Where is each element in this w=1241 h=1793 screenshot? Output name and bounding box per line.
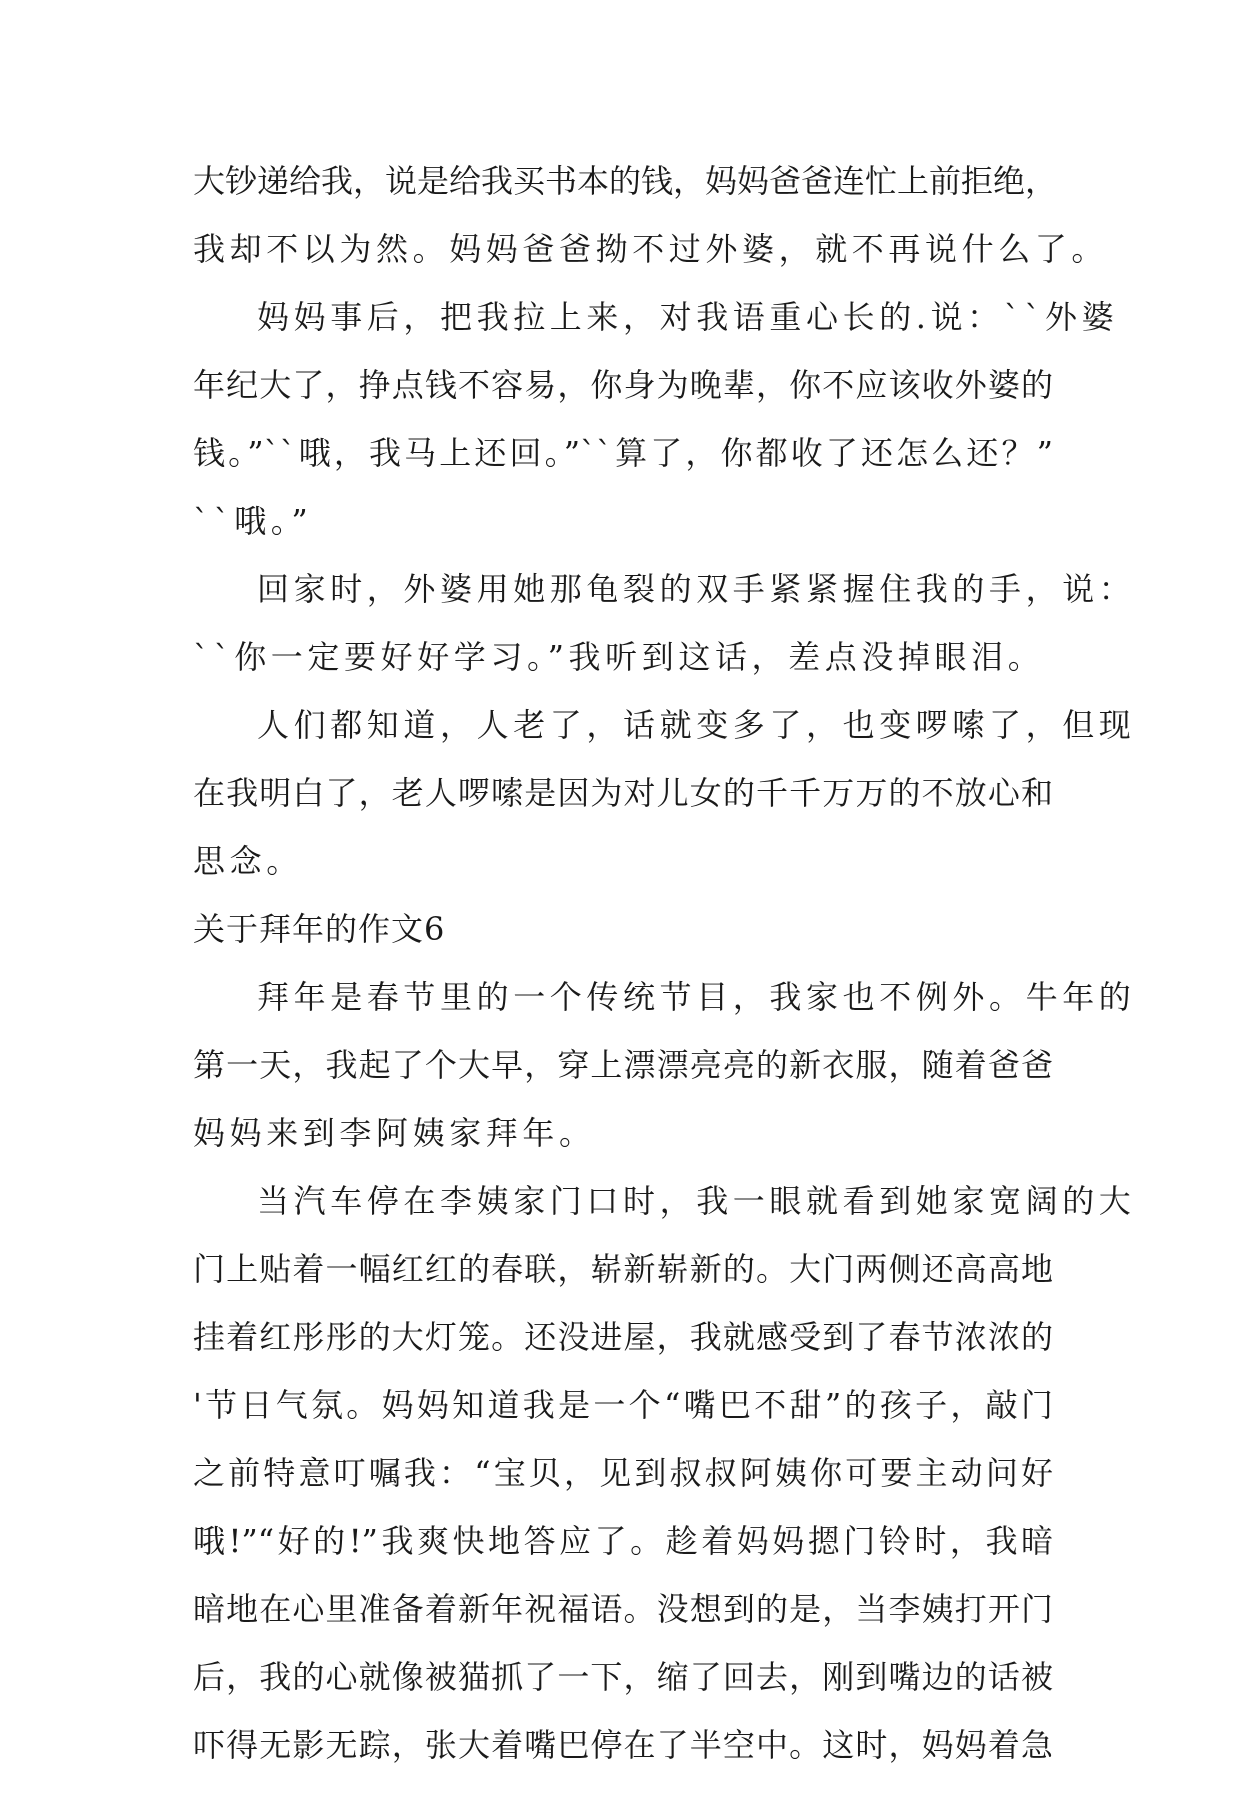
section-title: 关于拜年的作文6 <box>193 910 446 948</box>
paragraph-line: 门上贴着一幅红红的春联，崭新崭新的。大门两侧还高高地 <box>193 1250 1053 1288</box>
paragraph-line: 挂着红彤彤的大灯笼。还没进屋，我就感受到了春节浓浓的 <box>193 1318 1053 1356</box>
paragraph-line: 当汽车停在李姨家门口时，我一眼就看到她家宽阔的大 <box>257 1182 1136 1220</box>
paragraph-line: 在我明白了，老人啰嗦是因为对儿女的千千万万的不放心和 <box>193 774 1053 812</box>
paragraph-line: 大钞递给我，说是给我买书本的钱，妈妈爸爸连忙上前拒绝， <box>193 162 1058 200</box>
document-page <box>193 161 1136 1793</box>
paragraph-line: 第一天，我起了个大早，穿上漂漂亮亮的新衣服，随着爸爸 <box>193 1046 1053 1084</box>
paragraph-line: 我却不以为然。妈妈爸爸拗不过外婆，就不再说什么了。 <box>193 230 1109 268</box>
paragraph-line: 之前特意叮嘱我：“宝贝，见到叔叔阿姨你可要主动问好 <box>193 1454 1053 1492</box>
paragraph-line: ``你一定要好好学习。”我听到这话，差点没掉眼泪。 <box>193 638 1045 676</box>
paragraph-line: ``哦。” <box>193 502 313 540</box>
paragraph-line: 年纪大了，挣点钱不容易，你身为晚辈，你不应该收外婆的 <box>193 366 1053 404</box>
paragraph-line: 人们都知道，人老了，话就变多了，也变啰嗦了，但现 <box>257 706 1136 744</box>
paragraph-line: 钱。”``哦，我马上还回。”``算了，你都收了还怎么还？” <box>193 434 1053 472</box>
paragraph-line: 拜年是春节里的一个传统节目，我家也不例外。牛年的 <box>257 978 1136 1016</box>
paragraph-line: 哦!”“好的!”我爽快地答应了。趁着妈妈摁门铃时，我暗 <box>193 1522 1053 1560</box>
paragraph-line: 吓得无影无踪，张大着嘴巴停在了半空中。这时，妈妈着急 <box>193 1726 1053 1764</box>
paragraph-line: 回家时，外婆用她那龟裂的双手紧紧握住我的手，说： <box>257 570 1136 608</box>
paragraph-line: 妈妈事后，把我拉上来，对我语重心长的.说：``外婆 <box>257 298 1119 336</box>
paragraph-line: 暗地在心里准备着新年祝福语。没想到的是，当李姨打开门 <box>193 1590 1053 1628</box>
paragraph-line: 思念。 <box>193 842 303 880</box>
paragraph-line: 后，我的心就像被猫抓了一下，缩了回去，刚到嘴边的话被 <box>193 1658 1053 1696</box>
paragraph-line: '节日气氛。妈妈知道我是一个“嘴巴不甜”的孩子，敲门 <box>193 1386 1053 1424</box>
paragraph-line: 妈妈来到李阿姨家拜年。 <box>193 1114 596 1152</box>
